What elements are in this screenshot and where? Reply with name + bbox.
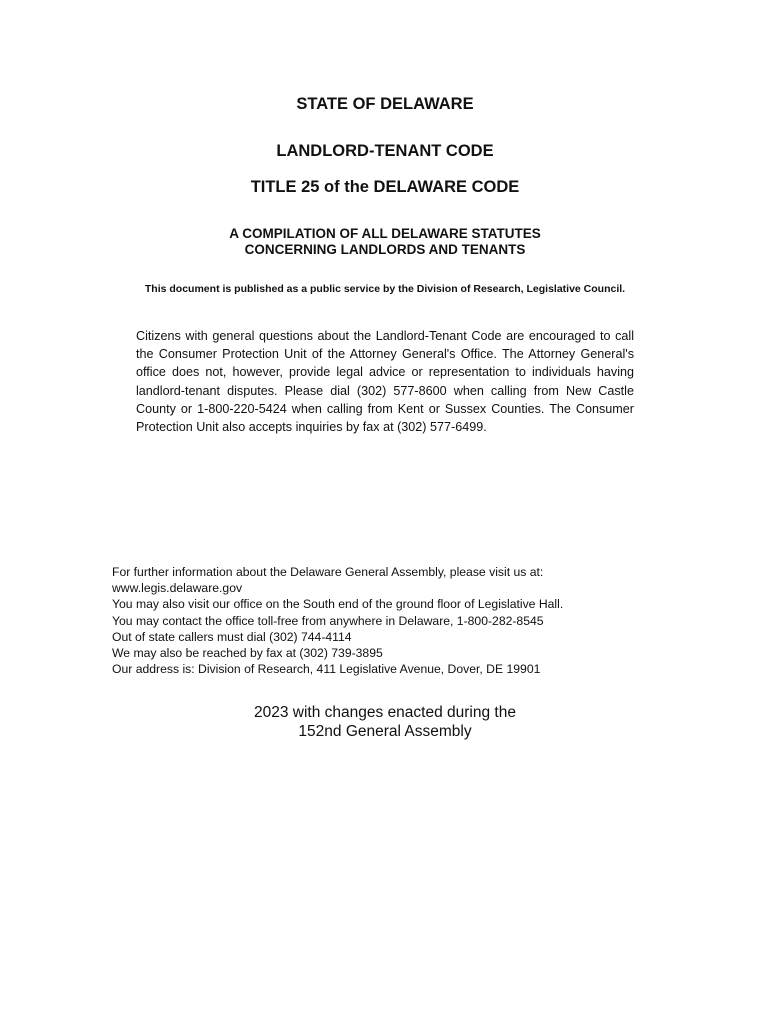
further-info-line: You may also visit our office on the South end of the ground floor of Legislative Hall. [112, 597, 564, 612]
title-heading: TITLE 25 of the DELAWARE CODE [250, 178, 520, 196]
code-heading: LANDLORD-TENANT CODE [276, 142, 494, 160]
state-heading: STATE OF DELAWARE [296, 95, 474, 113]
further-info-line: For further information about the Delaware General Assembly, please visit us at: [112, 565, 544, 579]
further-info-block [112, 564, 672, 677]
further-info-line: Our address is: Division of Research, 411 Legislative Avenue, Dover, DE 19901 [112, 662, 541, 677]
published-notice: This document is published as a public service by the Division of Research, Legislative Council. [144, 283, 626, 295]
edition-line-2: 152nd General Assembly [298, 723, 472, 740]
further-info-line: Out of state callers must dial (302) 744-4114 [112, 629, 352, 644]
edition-line-1: 2023 with changes enacted during the [254, 704, 516, 721]
citizens-paragraph: Citizens with general questions about the Landlord-Tenant Code are encouraged to call the Consumer Protection Unit of the Attorney General's Office. The Attorney General's office does not, however, provide legal advice or representation to individuals having landlord-tenant disputes. Please dial (302) 577-8600 when calling from New Castle County or 1-800-220-5424 when calling from Kent or Sussex Counties. The Consumer Protection Unit also accepts inquiries by fax at (302) 577-6499. [136, 329, 634, 435]
website-link[interactable]: www.legis.delaware.gov [112, 581, 243, 596]
compilation-line-1: A COMPILATION OF ALL DELAWARE STATUTES [229, 226, 541, 241]
edition-note [0, 703, 770, 741]
compilation-heading [0, 226, 770, 258]
further-info-line: We may also be reached by fax at (302) 739-3895 [112, 646, 383, 661]
further-info-line: You may contact the office toll-free from anywhere in Delaware, 1-800-282-8545 [112, 613, 544, 628]
compilation-line-2: CONCERNING LANDLORDS AND TENANTS [244, 242, 526, 257]
